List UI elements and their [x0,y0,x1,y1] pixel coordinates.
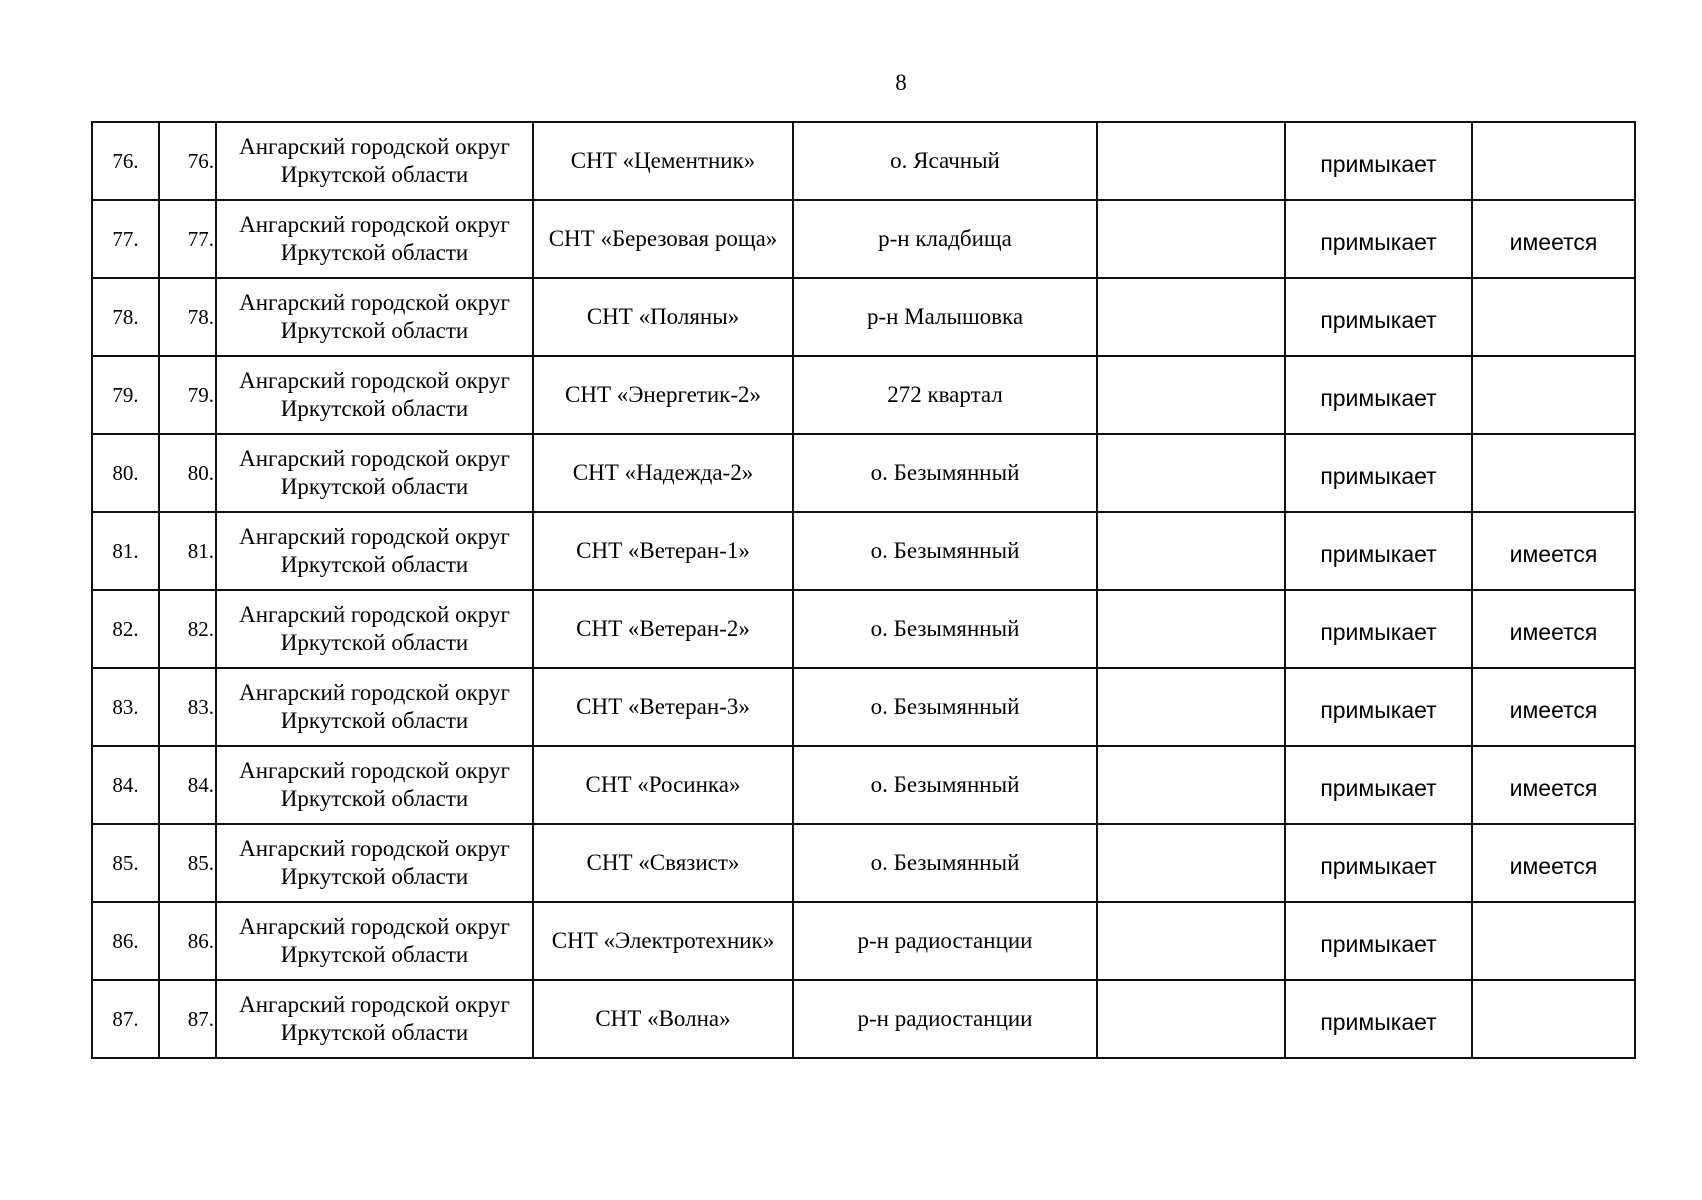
district-cell [216,200,533,278]
district-cell [216,434,533,512]
table-row [92,356,1635,434]
location-cell: 272 квартал [793,356,1097,434]
location-cell: о. Безымянный [793,590,1097,668]
table-row [92,200,1635,278]
row-number-cell: 78. [159,278,216,356]
district-line-2: Иркутской области [280,240,469,265]
snt-name-cell: СНТ «Волна» [533,980,793,1058]
table-row [92,278,1635,356]
snt-name-cell: СНТ «Березовая роща» [533,200,793,278]
district-line-2: Иркутской области [280,396,469,421]
availability-text: имеется [1509,775,1598,801]
adjacency-cell [1285,668,1472,746]
row-index-cell: 77. [92,200,159,278]
adjacency-cell [1285,746,1472,824]
location-cell: р-н радиостанции [793,980,1097,1058]
availability-cell [1472,278,1635,356]
adjacency-text: примыкает [1320,1009,1437,1035]
blank-cell [1097,278,1285,356]
blank-cell [1097,356,1285,434]
adjacency-cell [1285,122,1472,200]
blank-cell [1097,512,1285,590]
snt-name-cell: СНТ «Электротехник» [533,902,793,980]
district-line-1: Ангарский городской округ [239,446,510,471]
adjacency-text: примыкает [1320,307,1437,333]
row-number-cell: 79. [159,356,216,434]
location-cell: о. Безымянный [793,824,1097,902]
adjacency-cell [1285,824,1472,902]
blank-cell [1097,980,1285,1058]
row-number-cell: 85. [159,824,216,902]
table-row [92,668,1635,746]
district-line-1: Ангарский городской округ [239,914,510,939]
district-cell [216,122,533,200]
snt-name-cell: СНТ «Энергетик-2» [533,356,793,434]
snt-name-cell: СНТ «Росинка» [533,746,793,824]
location-cell: о. Безымянный [793,512,1097,590]
snt-name-cell: СНТ «Ветеран-3» [533,668,793,746]
blank-cell [1097,434,1285,512]
district-line-1: Ангарский городской округ [239,134,510,159]
row-number-cell: 83. [159,668,216,746]
row-index-cell: 84. [92,746,159,824]
row-number-cell: 80. [159,434,216,512]
availability-cell [1472,356,1635,434]
row-index-cell: 82. [92,590,159,668]
row-index-cell: 83. [92,668,159,746]
table-row [92,512,1635,590]
adjacency-text: примыкает [1320,697,1437,723]
adjacency-text: примыкает [1320,541,1437,567]
blank-cell [1097,746,1285,824]
district-line-2: Иркутской области [280,864,469,889]
snt-name-cell: СНТ «Надежда-2» [533,434,793,512]
district-cell [216,668,533,746]
location-cell: о. Безымянный [793,434,1097,512]
row-number-cell: 82. [159,590,216,668]
district-line-1: Ангарский городской округ [239,602,510,627]
district-cell [216,902,533,980]
availability-text: имеется [1509,541,1598,567]
blank-cell [1097,200,1285,278]
snt-name-cell: СНТ «Связист» [533,824,793,902]
table-row [92,980,1635,1058]
availability-text: имеется [1509,697,1598,723]
availability-cell [1472,902,1635,980]
adjacency-cell [1285,200,1472,278]
adjacency-text: примыкает [1320,463,1437,489]
table-row [92,590,1635,668]
row-number-cell: 77. [159,200,216,278]
location-cell: о. Ясачный [793,122,1097,200]
adjacency-text: примыкает [1320,853,1437,879]
row-number-cell: 84. [159,746,216,824]
row-index-cell: 86. [92,902,159,980]
availability-cell [1472,746,1635,824]
availability-cell [1472,824,1635,902]
district-line-1: Ангарский городской округ [239,212,510,237]
table-row [92,122,1635,200]
row-index-cell: 85. [92,824,159,902]
row-number-cell: 87. [159,980,216,1058]
settlements-table [91,121,1636,1059]
location-cell: р-н кладбища [793,200,1097,278]
adjacency-cell [1285,980,1472,1058]
district-line-2: Иркутской области [280,1020,469,1045]
district-line-1: Ангарский городской округ [239,836,510,861]
adjacency-text: примыкает [1320,385,1437,411]
row-number-cell: 86. [159,902,216,980]
adjacency-cell [1285,902,1472,980]
district-line-2: Иркутской области [280,162,469,187]
district-line-2: Иркутской области [280,708,469,733]
adjacency-text: примыкает [1320,775,1437,801]
adjacency-text: примыкает [1320,229,1437,255]
table-row [92,902,1635,980]
district-cell [216,356,533,434]
district-cell [216,512,533,590]
adjacency-cell [1285,590,1472,668]
row-index-cell: 81. [92,512,159,590]
location-cell: о. Безымянный [793,668,1097,746]
district-line-2: Иркутской области [280,786,469,811]
adjacency-cell [1285,512,1472,590]
availability-text: имеется [1509,619,1598,645]
availability-cell [1472,434,1635,512]
district-line-2: Иркутской области [280,318,469,343]
table-row [92,434,1635,512]
snt-name-cell: СНТ «Ветеран-1» [533,512,793,590]
availability-cell [1472,590,1635,668]
adjacency-cell [1285,434,1472,512]
district-line-1: Ангарский городской округ [239,290,510,315]
snt-name-cell: СНТ «Ветеран-2» [533,590,793,668]
row-index-cell: 80. [92,434,159,512]
table-row [92,746,1635,824]
table-body [92,122,1635,1058]
row-index-cell: 87. [92,980,159,1058]
location-cell: р-н радиостанции [793,902,1097,980]
district-cell [216,824,533,902]
table-row [92,824,1635,902]
adjacency-text: примыкает [1320,151,1437,177]
row-number-cell: 76. [159,122,216,200]
page-number: 8 [895,70,907,95]
availability-text: имеется [1509,229,1598,255]
adjacency-text: примыкает [1320,619,1437,645]
availability-cell [1472,668,1635,746]
snt-name-cell: СНТ «Поляны» [533,278,793,356]
blank-cell [1097,122,1285,200]
district-line-1: Ангарский городской округ [239,992,510,1017]
adjacency-text: примыкает [1320,931,1437,957]
availability-cell [1472,980,1635,1058]
adjacency-cell [1285,356,1472,434]
snt-name-cell: СНТ «Цементник» [533,122,793,200]
district-line-1: Ангарский городской округ [239,524,510,549]
district-cell [216,980,533,1058]
district-line-1: Ангарский городской округ [239,758,510,783]
district-line-2: Иркутской области [280,630,469,655]
blank-cell [1097,668,1285,746]
district-cell [216,278,533,356]
row-number-cell: 81. [159,512,216,590]
row-index-cell: 78. [92,278,159,356]
location-cell: о. Безымянный [793,746,1097,824]
district-line-2: Иркутской области [280,474,469,499]
district-cell [216,590,533,668]
row-index-cell: 76. [92,122,159,200]
availability-text: имеется [1509,853,1598,879]
blank-cell [1097,824,1285,902]
availability-cell [1472,512,1635,590]
blank-cell [1097,902,1285,980]
district-line-2: Иркутской области [280,942,469,967]
district-cell [216,746,533,824]
blank-cell [1097,590,1285,668]
district-line-1: Ангарский городской округ [239,368,510,393]
district-line-2: Иркутской области [280,552,469,577]
availability-cell [1472,200,1635,278]
row-index-cell: 79. [92,356,159,434]
adjacency-cell [1285,278,1472,356]
location-cell: р-н Малышовка [793,278,1097,356]
district-line-1: Ангарский городской округ [239,680,510,705]
availability-cell [1472,122,1635,200]
